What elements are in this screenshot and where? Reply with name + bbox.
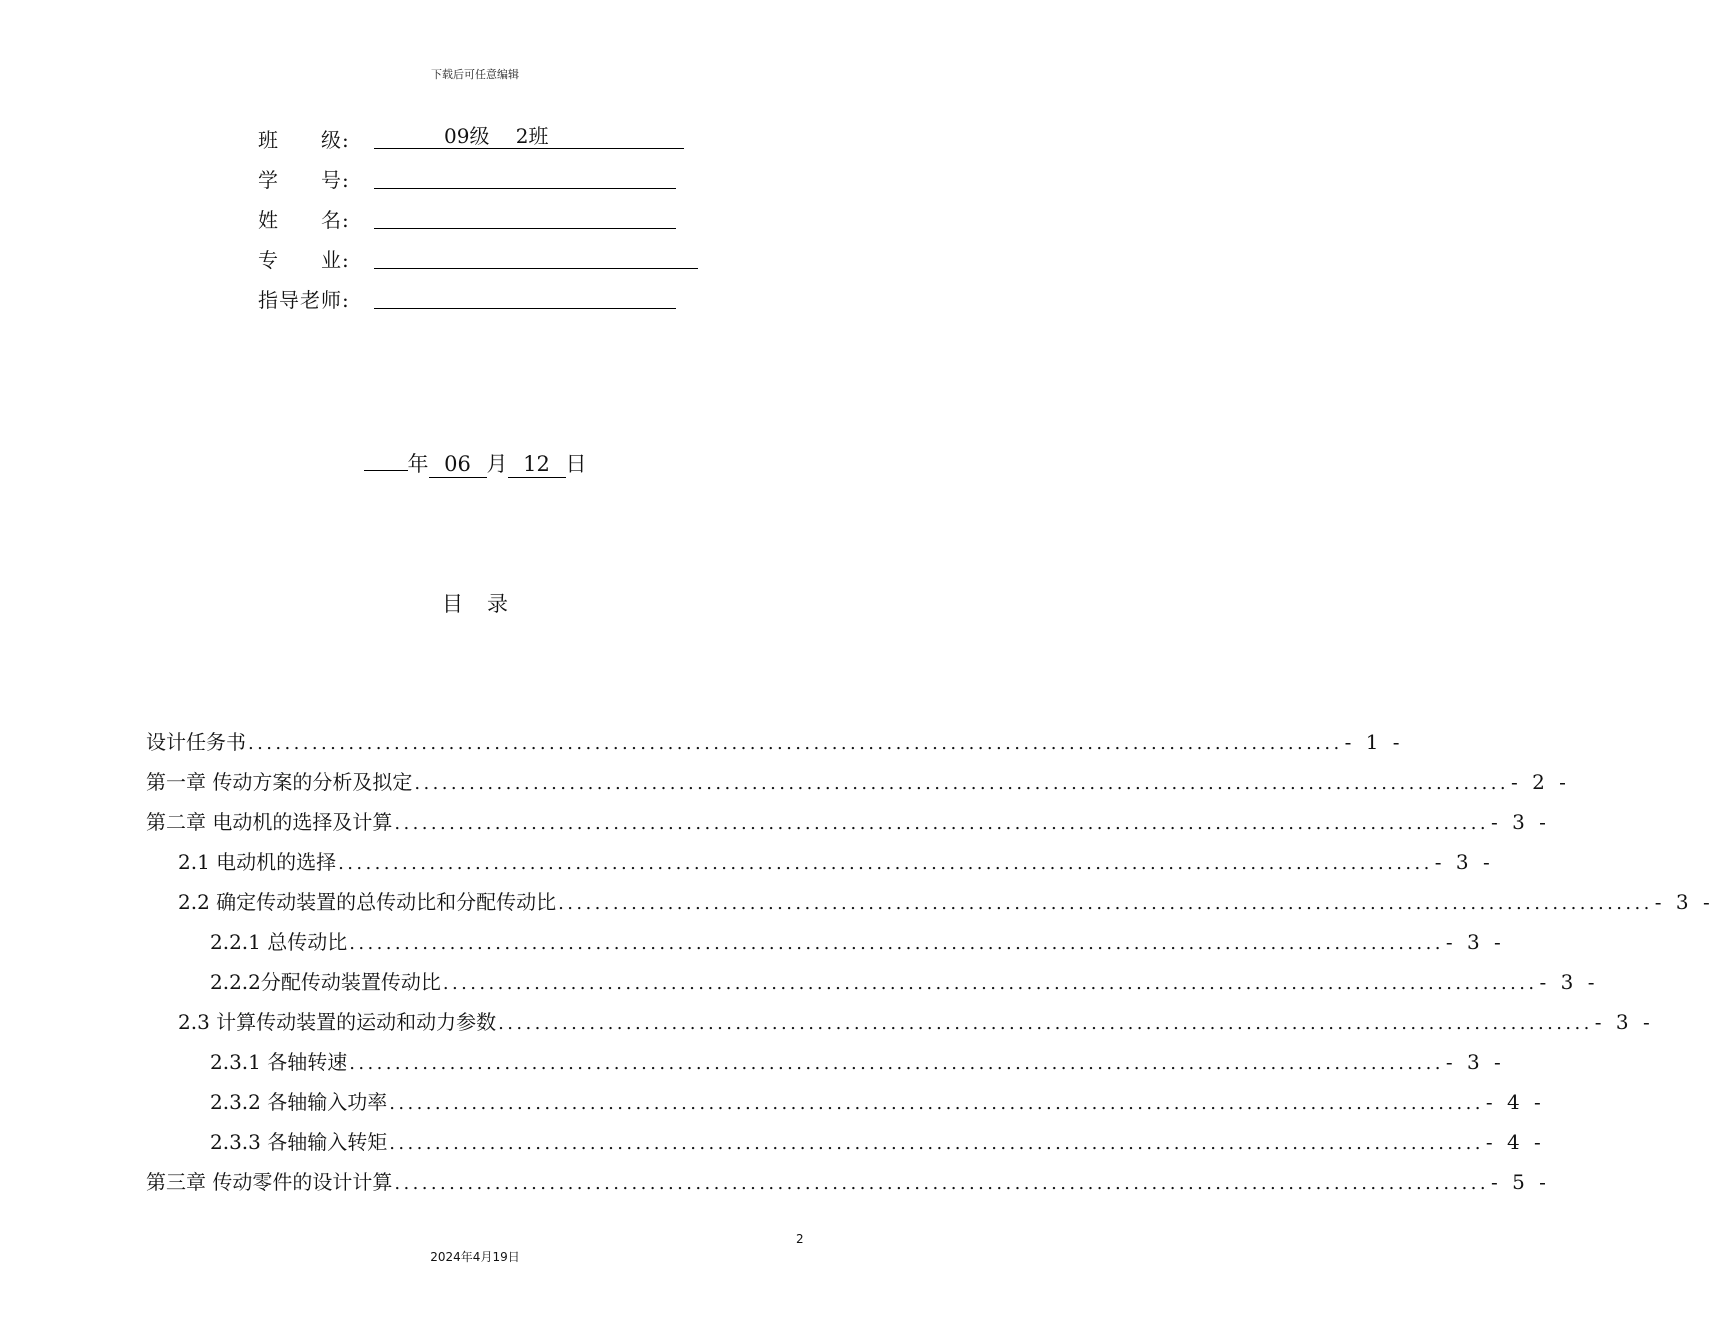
toc-entry-title: 2.3.1 各轴转速 — [210, 1050, 348, 1074]
class-field[interactable] — [374, 124, 684, 149]
toc-entry-title: 2.2.1 总传动比 — [210, 930, 348, 954]
toc-entry[interactable] — [146, 1126, 1545, 1166]
toc-entry[interactable] — [146, 846, 1494, 886]
student-id-label: 学 号: — [258, 168, 350, 192]
toc-entry[interactable] — [146, 766, 1570, 806]
toc-entry-title: 第三章 传动零件的设计计算 — [146, 1170, 393, 1194]
toc-entry-page: - 2 - — [1510, 770, 1570, 794]
toc-entry[interactable] — [146, 1086, 1545, 1126]
toc-entry-title: 第二章 电动机的选择及计算 — [146, 810, 393, 834]
header-note: 下载后可任意编辑 — [431, 68, 519, 81]
advisor-field[interactable] — [374, 284, 676, 309]
toc-dot-leader: ........................................................................................................................ — [394, 1173, 1489, 1194]
toc-dot-leader: ........................................................................................................................ — [248, 733, 1343, 754]
class-value: 09级 2班 — [444, 124, 549, 148]
toc-entry-title: 设计任务书 — [146, 730, 246, 754]
toc-dot-leader: ........................................................................................................................ — [349, 933, 1444, 954]
toc-title: 目录 — [442, 592, 532, 616]
toc-entry-page: - 4 - — [1485, 1090, 1545, 1114]
toc-entry[interactable] — [146, 966, 1599, 1006]
toc-entry[interactable] — [146, 806, 1550, 846]
toc-entry-title: 2.1 电动机的选择 — [178, 850, 337, 874]
toc-entry-title: 2.2.2分配传动装置传动比 — [210, 970, 441, 994]
toc-entry-page: - 3 - — [1445, 930, 1505, 954]
class-label: 班 级: — [258, 128, 350, 152]
toc-entry-page: - 3 - — [1539, 970, 1599, 994]
toc-entry[interactable] — [146, 1166, 1550, 1206]
toc-entry-page: - 3 - — [1445, 1050, 1505, 1074]
toc-entry[interactable] — [146, 886, 1714, 926]
date-line — [0, 448, 950, 478]
toc-entry[interactable] — [146, 1006, 1654, 1046]
toc-dot-leader: ........................................................................................................................ — [349, 1053, 1444, 1074]
toc-entry-page: - 4 - — [1485, 1130, 1545, 1154]
toc-dot-leader: ........................................................................................................................ — [389, 1093, 1484, 1114]
student-id-field[interactable] — [374, 164, 676, 189]
toc-entry[interactable] — [146, 1046, 1505, 1086]
month-value: 06 — [429, 451, 487, 478]
day-suffix: 日 — [565, 452, 587, 476]
toc-entry-title: 第一章 传动方案的分析及拟定 — [146, 770, 413, 794]
toc-entry[interactable] — [146, 926, 1505, 966]
toc-entry-title: 2.3.2 各轴输入功率 — [210, 1090, 388, 1114]
day-value: 12 — [508, 451, 566, 478]
year-blank[interactable] — [364, 470, 408, 471]
toc-dot-leader: ........................................................................................................................ — [394, 813, 1489, 834]
toc-entry[interactable] — [146, 726, 1404, 766]
table-of-contents — [146, 726, 1714, 1206]
year-suffix: 年 — [407, 452, 429, 476]
toc-entry-page: - 3 - — [1594, 1010, 1654, 1034]
toc-entry-page: - 5 - — [1490, 1170, 1550, 1194]
toc-dot-leader: ........................................................................................................................ — [442, 973, 1538, 994]
footer-date: 2024年4月19日 — [430, 1250, 520, 1264]
toc-entry-title: 2.3.3 各轴输入转矩 — [210, 1130, 388, 1154]
major-label: 专 业: — [258, 248, 350, 272]
month-suffix: 月 — [486, 452, 508, 476]
toc-entry-page: - 3 - — [1490, 810, 1550, 834]
page-number: 2 — [796, 1232, 804, 1246]
toc-dot-leader: ........................................................................................................................ — [389, 1133, 1484, 1154]
toc-dot-leader: ........................................................................................................................ — [338, 853, 1433, 874]
advisor-label: 指导老师: — [258, 288, 350, 312]
toc-dot-leader: ........................................................................................................................ — [414, 773, 1509, 794]
name-field[interactable] — [374, 204, 676, 229]
toc-entry-page: - 3 - — [1654, 890, 1714, 914]
name-label: 姓 名: — [258, 208, 350, 232]
toc-entry-page: - 1 - — [1344, 730, 1404, 754]
toc-entry-page: - 3 - — [1434, 850, 1494, 874]
toc-entry-title: 2.3 计算传动装置的运动和动力参数 — [178, 1010, 497, 1034]
toc-dot-leader: ........................................................................................................................ — [558, 893, 1653, 914]
toc-dot-leader: ........................................................................................................................ — [498, 1013, 1593, 1034]
major-field[interactable] — [374, 244, 698, 269]
toc-entry-title: 2.2 确定传动装置的总传动比和分配传动比 — [178, 890, 557, 914]
